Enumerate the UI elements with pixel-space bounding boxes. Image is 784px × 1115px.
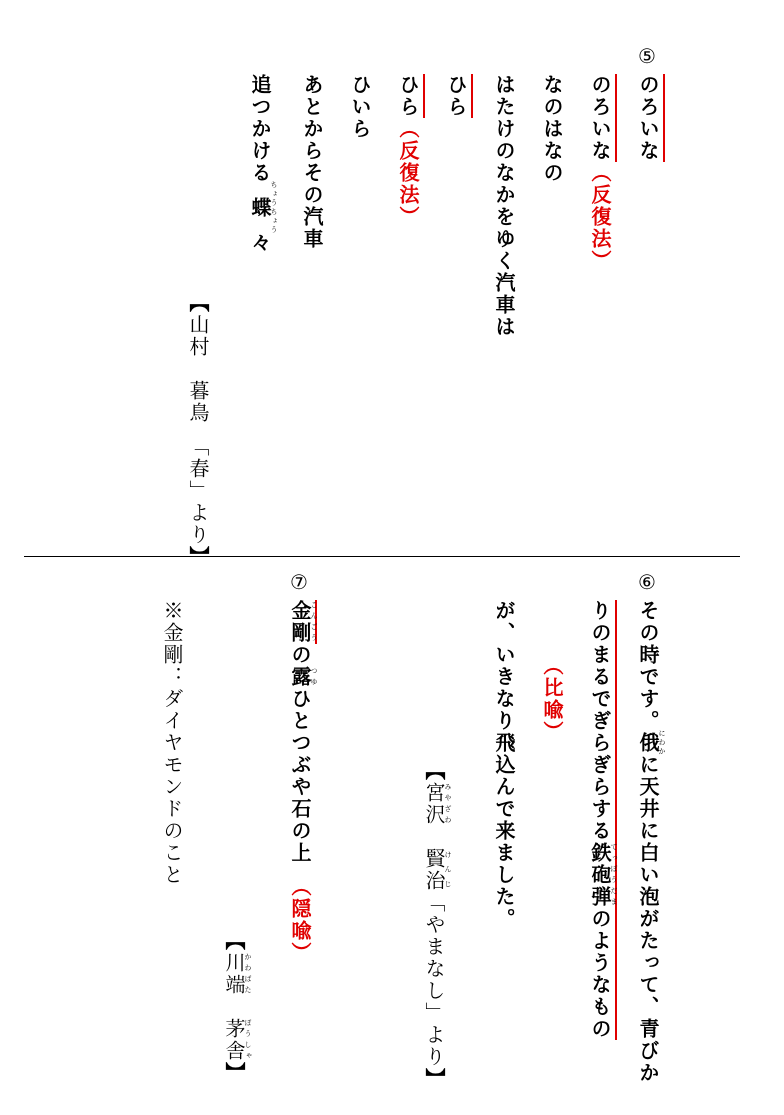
poem5-line-8: あとからその汽車 bbox=[300, 74, 324, 250]
tsuyu-ruby: 露つゆ bbox=[288, 666, 318, 688]
poem5-line-9-b: 々 bbox=[248, 232, 272, 254]
poem5-line-2 bbox=[590, 74, 610, 272]
poem5-line-9 bbox=[250, 74, 278, 254]
section-divider bbox=[24, 556, 740, 557]
poem5-line-7: ひいら bbox=[348, 74, 372, 140]
poem5-author: 山村 暮鳥 bbox=[186, 314, 210, 424]
item6-source: 【宮沢みやざわ 賢治けんじ「やまなし」より】 bbox=[422, 760, 452, 1090]
metaphor-underline: りのまるでぎらぎらする鉄砲弾てっぽうだまのようなもの bbox=[588, 600, 618, 1040]
poem5-line-5 bbox=[446, 74, 466, 118]
kenji-ruby: 賢治けんじ bbox=[422, 848, 452, 892]
item6-line-2 bbox=[590, 600, 618, 1040]
poem5-line-6-text: ひら bbox=[396, 74, 425, 118]
simile-label: （比喩） bbox=[540, 655, 564, 743]
repetition-label: （反復法） bbox=[588, 162, 612, 272]
teppoudama-ruby: 鉄砲弾てっぽうだま bbox=[588, 842, 618, 908]
item6-number: ⑥ bbox=[638, 570, 656, 594]
item6-line-3: が、いきなり飛込んで来ました。 bbox=[492, 600, 516, 930]
item7-source: 【川端かわばた 茅舎ぼうしゃ】 bbox=[222, 930, 252, 1084]
poem5-number: ⑤ bbox=[638, 44, 656, 68]
poem5-line-4: はたけのなかをゆく汽車は bbox=[492, 74, 516, 338]
bousha-ruby: 茅舎ぼうしゃ bbox=[222, 1018, 252, 1062]
poem5-line-5-text: ひら bbox=[444, 74, 473, 118]
poem5-line-1-text: のろいな bbox=[636, 74, 665, 162]
metaphor-label: （隠喩） bbox=[288, 886, 312, 964]
kongou-underline bbox=[288, 600, 317, 644]
item7-line-1: 金剛こんごうの露つゆひとつぶや石の上 （隠喩） bbox=[288, 600, 318, 964]
poem5-line-1 bbox=[638, 74, 658, 162]
item7-number: ⑦ bbox=[290, 570, 308, 594]
poem5-source: 【山村 暮鳥 「春」より】 bbox=[186, 292, 210, 568]
poem5-title: 「春」より bbox=[186, 446, 210, 546]
poem5-line-6 bbox=[398, 74, 418, 228]
item7-note: ※金剛：ダイヤモンドのこと bbox=[160, 600, 184, 886]
kawabata-ruby: 川端かわばた bbox=[222, 952, 252, 996]
repetition-label-2: （反復法） bbox=[396, 118, 420, 228]
butterfly-ruby: 蝶ちょうちょう bbox=[248, 181, 278, 235]
poem5-line-2-text: のろいな bbox=[588, 74, 617, 162]
niwaka-ruby: 俄にわか bbox=[636, 729, 666, 757]
item6-line-1: その時です。俄にわかに天井に白い泡がたって、青びか bbox=[636, 600, 666, 1084]
poem5-line-3: なのはなの bbox=[540, 74, 564, 184]
kongou-ruby: 金剛こんごう bbox=[288, 600, 318, 644]
miyazawa-ruby: 宮沢みやざわ bbox=[422, 782, 452, 826]
poem5-line-9-a: 追つかける bbox=[248, 74, 272, 184]
